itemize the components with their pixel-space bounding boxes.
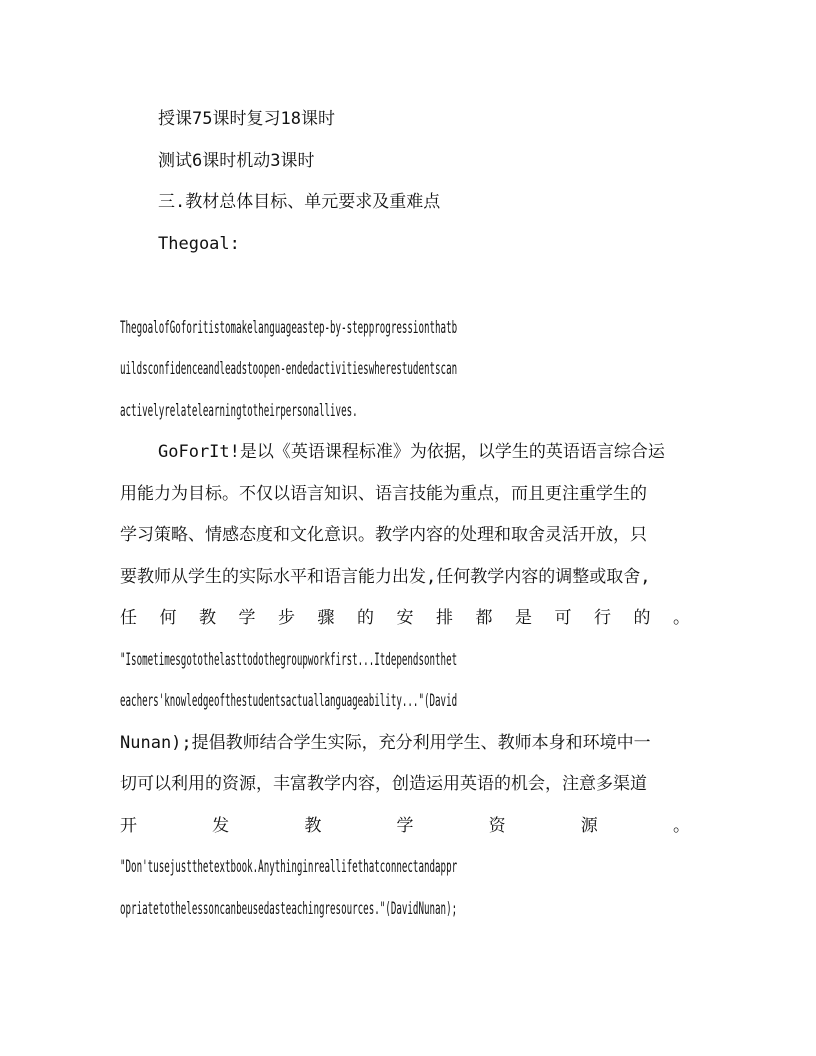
justified-char: 安 <box>396 608 414 628</box>
quote-english-line-1: "Isometimesgotothelasttodothegroupworkfirst...Itdependsonthet <box>120 650 458 670</box>
test-hours-line: 测试6课时机动3课时 <box>158 151 315 171</box>
justified-char: 。 <box>672 816 690 836</box>
quote-english-line-3: "Don'tusejustthetextbook.Anythinginreallifethatconnectandappr <box>120 857 458 877</box>
quote-english-line-2: eachers'knowledgeofthestudentsactuallanguageability..."(David <box>120 691 458 711</box>
justified-char: 发 <box>212 816 230 836</box>
justified-line-1 <box>120 607 690 629</box>
goal-label: Thegoal: <box>158 234 240 254</box>
justified-char: 骤 <box>317 608 335 628</box>
justified-char: 开 <box>120 816 137 836</box>
paragraph-english-line-2: uildsconfidenceandleadstoopen-endedactivitieswherestudentscan <box>120 359 458 379</box>
justified-char: 学 <box>238 608 256 628</box>
justified-char: 排 <box>436 608 453 628</box>
justified-char: 任 <box>120 608 137 628</box>
justified-char: 学 <box>396 816 414 836</box>
justified-char: 教 <box>304 816 322 836</box>
paragraph-chinese-line-5: 切可以利用的资源，丰富教学内容，创造运用英语的机会，注意多渠道 <box>120 774 647 794</box>
justified-line-2 <box>120 815 690 837</box>
justified-char: 。 <box>673 608 690 628</box>
justified-char: 可 <box>554 608 572 628</box>
paragraph-chinese-line-2: 用能力为目标。不仅以语言知识、语言技能为重点，而且更注重学生的 <box>120 484 647 504</box>
paragraph-chinese-line-3: 学习策略、情感态度和文化意识。教学内容的处理和取舍灵活开放，只 <box>120 525 647 545</box>
justified-char: 行 <box>594 608 611 628</box>
paragraph-chinese-line-4: 要教师从学生的实际水平和语言能力出发,任何教学内容的调整或取舍, <box>120 567 651 587</box>
paragraph-english-line-1: ThegoalofGoforitistomakelanguageastep-by-stepprogressionthatb <box>120 318 458 338</box>
justified-char: 何 <box>159 608 177 628</box>
justified-char: 都 <box>475 608 493 628</box>
section-heading: 三.教材总体目标、单元要求及重难点 <box>158 192 441 212</box>
paragraph-english-line-3: activelyrelatelearningtotheirpersonallives. <box>120 401 358 421</box>
justified-char: 教 <box>199 608 216 628</box>
justified-char: 的 <box>633 608 651 628</box>
justified-char: 源 <box>580 816 598 836</box>
justified-char: 步 <box>278 608 295 628</box>
course-hours-line: 授课75课时复习18课时 <box>158 109 335 129</box>
paragraph-chinese-line-1: GoForIt!是以《英语课程标准》为依据，以学生的英语语言综合运 <box>158 442 665 462</box>
quote-english-line-4: opriatetothelessoncanbeusedasteachingresources."(DavidNunan); <box>120 899 458 919</box>
paragraph-mixed-line: Nunan);提倡教师结合学生实际，充分利用学生、教师本身和环境中一 <box>120 733 651 753</box>
justified-char: 是 <box>515 608 532 628</box>
justified-char: 的 <box>357 608 374 628</box>
justified-char: 资 <box>488 816 506 836</box>
